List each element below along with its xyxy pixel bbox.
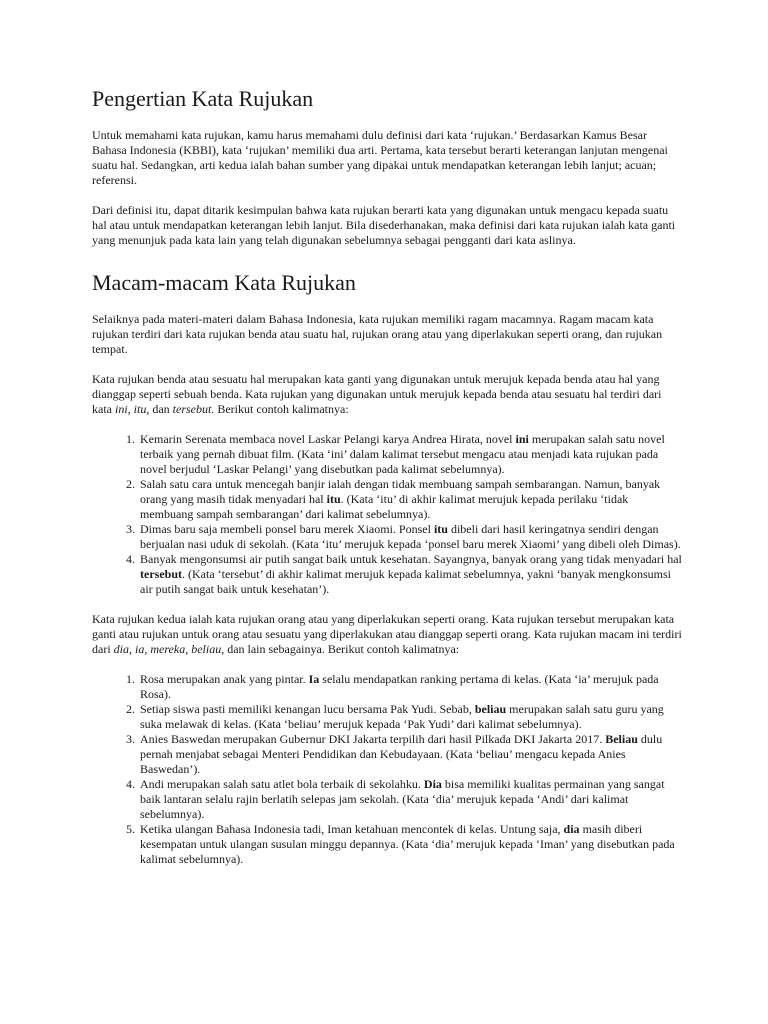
list-item — [138, 522, 682, 552]
list-item — [138, 672, 682, 702]
paragraph-benda — [92, 372, 682, 417]
bold-word: Dia — [423, 777, 442, 791]
text-run: Andi merupakan salah satu atlet bola terbaik di sekolahku. — [140, 777, 424, 791]
text-run: Anies Baswedan merupakan Gubernur DKI Jakarta terpilih dari hasil Pilkada DKI Jakarta 2017. — [140, 732, 606, 746]
bold-word: ini — [515, 432, 529, 446]
text-run: Kata rujukan benda atau sesuatu hal merupakan kata ganti yang digunakan untuk merujuk kepada benda atau hal yang dianggap seperti sebuah benda. Kata rujukan yang digunakan untuk merujuk kepada benda atau sesuatu hal terdiri dari kata — [92, 372, 662, 416]
bold-word: itu — [433, 522, 448, 536]
bold-word: Ia — [308, 672, 320, 686]
text-run: . (Kata ‘tersebut’ di akhir kalimat merujuk kepada kalimat sebelumnya, yakni ‘banyak mengkonsumsi air putih sangat baik untuk kesehatan’). — [140, 567, 671, 596]
bold-word: dia — [563, 822, 580, 836]
text-run: masih diberi kesempatan untuk ulangan susulan minggu depannya. (Kata ‘dia’ merujuk kepada ‘Iman’ yang disebutkan pada kalimat sebelumnya). — [140, 822, 675, 866]
text-run: dan lain sebagainya. Berikut contoh kalimatnya: — [224, 642, 460, 656]
bold-word: Beliau — [605, 732, 638, 746]
italic-words: ini, itu, — [115, 402, 150, 416]
list-item — [138, 732, 682, 777]
text-run: Berikut contoh kalimatnya: — [214, 402, 349, 416]
text-run: Dimas baru saja membeli ponsel baru merek Xiaomi. Ponsel — [140, 522, 434, 536]
list-item — [138, 777, 682, 822]
paragraph-orang — [92, 612, 682, 657]
paragraph: Dari definisi itu, dapat ditarik kesimpulan bahwa kata rujukan berarti kata yang digunakan untuk mengacu kepada suatu hal atau untuk mendapatkan keterangan lebih lanjut. Bila disederhanakan, maka definisi dari kata rujukan ialah kata ganti yang menunjuk pada kata lain yang telah digunakan sebelumnya sebagai pengganti dari kata aslinya. — [92, 203, 676, 247]
text-run: Kemarin Serenata membaca novel Laskar Pelangi karya Andrea Hirata, novel — [140, 432, 516, 446]
text-run: Banyak mengonsumsi air putih sangat baik untuk kesehatan. Sayangnya, banyak orang yang tidak menyadari hal — [140, 552, 682, 566]
text-run: selalu mendapatkan ranking pertama di kelas. (Kata ‘ia’ merujuk pada Rosa). — [140, 672, 659, 701]
italic-words: tersebut. — [172, 402, 215, 416]
text-run: Kata rujukan kedua ialah kata rujukan orang atau yang diperlakukan seperti orang. Kata rujukan tersebut merupakan kata ganti atau rujukan untuk orang atau sesuatu yang diperlakukan atau dianggap seperti orang. Kata rujukan macam ini terdiri dari — [92, 612, 682, 656]
list-item — [138, 702, 682, 732]
text-run: . (Kata ‘itu’ di akhir kalimat merujuk kepada perilaku ‘tidak membuang sampah sembarangan’ dari kalimat sebelumnya). — [140, 492, 629, 521]
bold-word: itu — [326, 492, 341, 506]
section-heading-macam: Macam-macam Kata Rujukan — [92, 270, 356, 295]
list-item — [138, 552, 682, 597]
bold-word: tersebut — [140, 567, 182, 581]
text-run: bisa memiliki kualitas permainan yang sangat baik lantaran selalu rajin berlatih selepas jam sekolah. (Kata ‘dia’ merujuk kepada ‘Andi’ dari kalimat sebelumnya). — [140, 777, 665, 821]
text-run: merupakan salah satu novel terbaik yang pernah dibuat film. (Kata ‘ini’ dalam kalimat tersebut mengacu atau menjadi kata rujukan pada novel berjudul ‘Laskar Pelangi’ yang disebutkan pada kalimat sebelumnya). — [140, 432, 665, 476]
text-run: Setiap siswa pasti memiliki kenangan lucu bersama Pak Yudi. Sebab, — [140, 702, 475, 716]
paragraph: Selaiknya pada materi-materi dalam Bahasa Indonesia, kata rujukan memiliki ragam macamnya. Ragam macam kata rujukan terdiri dari kata rujukan benda atau suatu hal, rujukan orang atau yang diperlakukan seperti orang, dan rujukan tempat. — [92, 312, 663, 356]
list-item — [138, 432, 682, 477]
text-run: merupakan salah satu guru yang suka melawak di kelas. (Kata ‘beliau’ merujuk kepada ‘Pak Yudi’ dari kalimat sebelumnya). — [140, 702, 664, 731]
italic-words: dia, ia, mereka, beliau, — [113, 642, 225, 656]
paragraph: Untuk memahami kata rujukan, kamu harus memahami dulu definisi dari kata ‘rujukan.’ Berdasarkan Kamus Besar Bahasa Indonesia (KBBI), kata ‘rujukan’ memiliki dua arti. Pertama, kata tersebut berarti keterangan lanjutan mengenai suatu hal. Sedangkan, arti kedua ialah bahan sumber yang dipakai untuk mendapatkan keterangan lebih lanjut; acuan; referensi. — [92, 128, 668, 187]
document-content — [92, 84, 682, 867]
text-run: Ketika ulangan Bahasa Indonesia tadi, Iman ketahuan mencontek di kelas. Untung saja, — [140, 822, 564, 836]
bold-word: beliau — [474, 702, 507, 716]
example-list-orang — [92, 672, 682, 867]
list-item — [138, 477, 682, 522]
text-run: dan — [149, 402, 173, 416]
list-item — [138, 822, 682, 867]
example-list-benda — [92, 432, 682, 597]
text-run: Salah satu cara untuk mencegah banjir ialah dengan tidak membuang sampah sembarangan. Namun, banyak orang yang masih tidak menyadari hal — [140, 477, 661, 506]
text-run: dibeli dari hasil keringatnya sendiri dengan berjualan nasi uduk di sekolah. (Kata ‘itu’ merujuk kepada ‘ponsel baru merek Xiaomi’ yang dibeli oleh Dimas). — [140, 522, 681, 551]
text-run: dulu pernah menjabat sebagai Menteri Pendidikan dan Kebudayaan. (Kata ‘beliau’ mengacu kepada Anies Baswedan’). — [140, 732, 663, 776]
section-heading-pengertian: Pengertian Kata Rujukan — [92, 86, 314, 111]
text-run: Rosa merupakan anak yang pintar. — [140, 672, 309, 686]
